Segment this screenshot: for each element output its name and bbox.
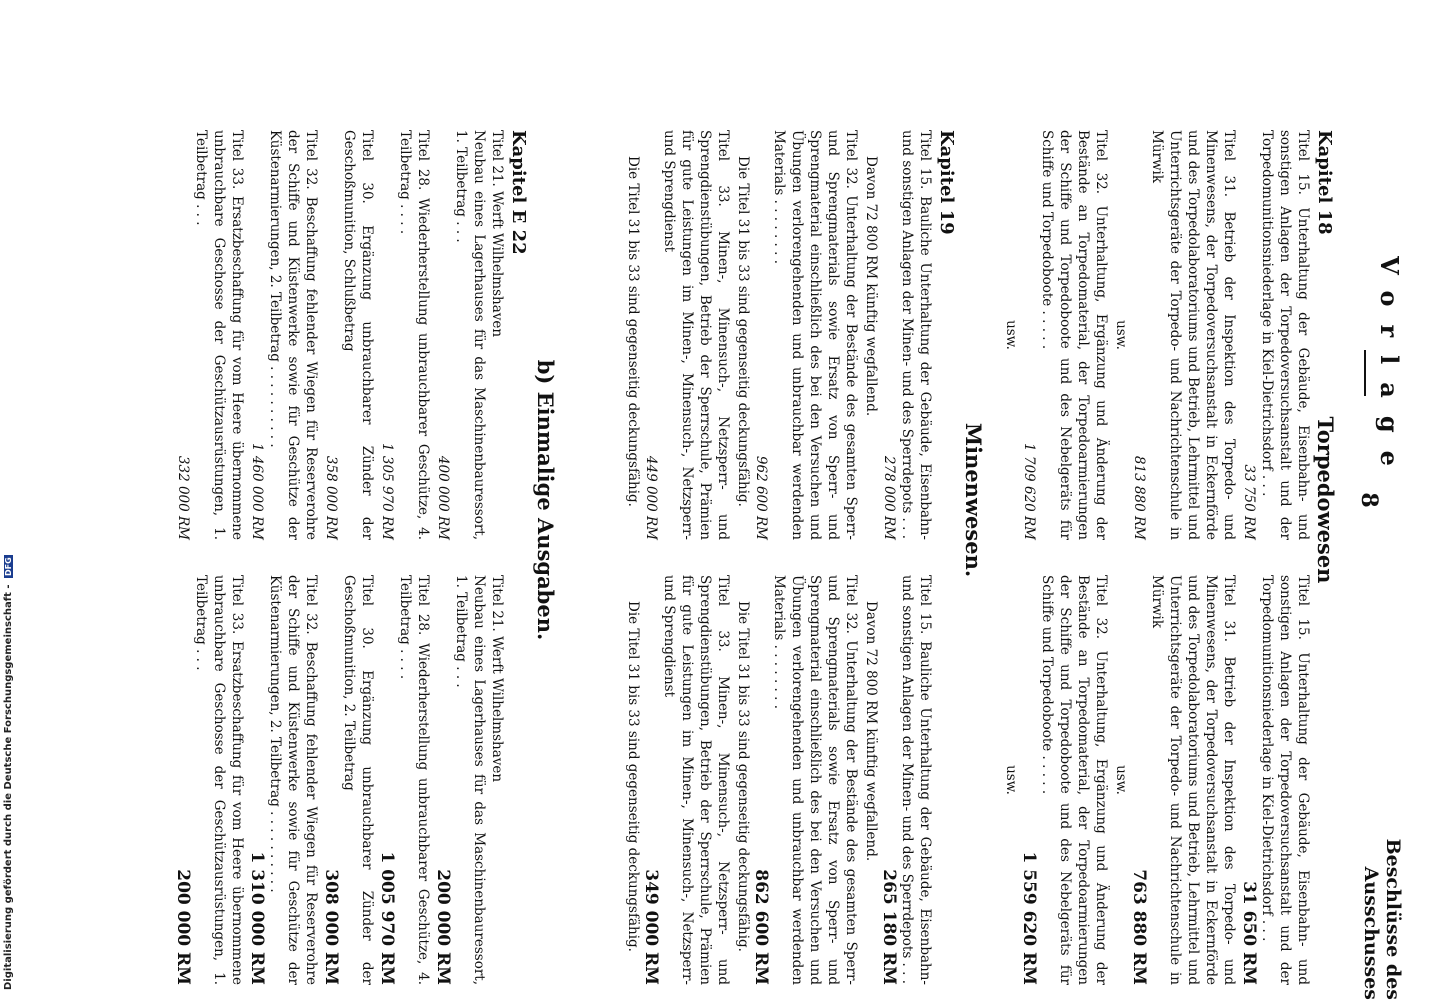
entry-amount: 400 000 RM [435,455,451,540]
entry-amount: 813 880 RM [1131,455,1147,540]
entry-text: Titel 30. Ergänzung unbrauchbarer Zünder der Geschoßmunition, Schlußbetrag [341,130,375,540]
entry-amount: 449 000 RM [643,455,659,540]
section-torpedowesen: Torpedowesen [1313,416,1338,584]
entry-titel-33-e22 [174,130,246,540]
entry-titel-21-e22 [434,575,506,985]
kapitel-19-block [624,130,956,540]
entry-note: Die Titel 31 bis 33 sind gegenseitig deckungsfähig. [735,601,751,952]
usw-label: usw. [1003,320,1019,350]
entry-text: Titel 33. Ersatzbeschaffung für vom Heere übernommene unbrauchbare Geschosse der Geschützausrüstungen, 1. Teilbetrag . . . [193,575,245,985]
entry-text: Titel 28. Wiederherstellung unbrauchbarer Geschütze, 4. Teilbetrag . . . . [397,130,431,540]
entry-amount: 763 880 RM [1129,869,1149,985]
entry-amount: 31 650 RM [1239,881,1259,985]
kapitel-18-block-beschluss [1002,575,1314,985]
entry-text: Titel 32. Unterhaltung, Ergänzung und Änderung der Bestände an Torpedomaterial, der Torpedoarmierungen der Schiffe und Torpedoboote und des Nebelgeräts für Schiffe und Torpedoboote . . . . . [1039,130,1109,540]
entry-amount: 862 600 RM [751,869,771,985]
entry-text: Titel 15. Unterhaltung der Gebäude, Eisenbahn- und sonstigen Anlagen der Torpedoversuchsanstalt und der Torpedomunitionsniederlage in Kiel-Dietrichsdorf . . . [1259,130,1311,540]
entry-text: Titel 32. Unterhaltung, Ergänzung und Änderung der Bestände an Torpedomaterial, der Torpedoarmierungen der Schiffe und Torpedoboote und des Nebelgeräts für Schiffe und Torpedoboote . . . . . [1039,575,1109,985]
kapitel-18-block [1002,130,1334,540]
entry-text: Titel 32. Beschaffung fehlender Wiegen für Reserverohre der Schiffe und Küstenwerke sowie für Geschütze der Küstenarmierungen, 2. Teilbetrag . . . . . . . . . . [267,575,319,985]
kapitel-e22-block [174,130,528,540]
entry-text: Titel 33. Minen-, Minensuch-, Netzsperr- und Sprengdienstübungen, Betrieb der Sperrschule, Prämien für gute Leistungen im Minen-, Minensuch-, Netzsperr- und Sprengdienst [661,130,731,540]
entry-amount: 358 000 RM [323,455,339,540]
entry-titel-15-k19 [862,575,934,985]
entry-amount: 1 709 620 RM [1021,443,1037,540]
entry-text: Titel 31. Betrieb der Inspektion des Torpedo- und Minenwesens, der Torpedoversuchsanstalt in Eckernförde und des Torpedolaboratoriums und Betrieb, Lehrmittel und Unterrichtsgeräte der Torpedo- und Nachrichtenschule in Mürwik [1149,130,1237,540]
entry-titel-28-e22 [378,575,432,985]
page-number: 8 [1356,492,1382,508]
entry-amount: 1 005 970 RM [377,851,397,985]
entry-text: Neubau eines Lagerhauses für das Maschinenbauressort, 1. Teilbetrag . . . [453,575,487,985]
kapitel-e22-block-beschluss [174,575,508,985]
entry-note: Die Titel 31 bis 33 sind gegenseitig deckungsfähig. [625,156,641,507]
entry-titel-32-k18 [1020,130,1110,540]
entry-titel-31-k18 [1130,130,1238,540]
entry-amount: 200 000 RM [173,869,193,985]
usw-label: usw. [1113,320,1129,350]
entry-titel-32-k18 [1020,575,1110,985]
entry-note: Die Titel 31 bis 33 sind gegenseitig deckungsfähig. [625,601,641,952]
entry-amount: 278 000 RM [881,455,897,540]
entry-amount: 349 000 RM [641,869,661,985]
entry-text: Titel 33. Ersatzbeschaffung für vom Heere übernommene unbrauchbare Geschosse der Geschützausrüstungen, 1. Teilbetrag . . . [193,130,245,540]
entry-text: Titel 33. Minen-, Minensuch-, Netzsperr- und Sprengdienstübungen, Betrieb der Sperrschule, Prämien für gute Leistungen im Minen-, Minensuch-, Netzsperr- und Sprengdienst [661,575,731,985]
entry-titel-21-e22 [434,130,506,540]
entry-amount: 1 310 000 RM [247,851,267,985]
entry-note: Davon 72 800 RM künftig wegfallend. [863,156,879,417]
entry-titel-30-e22 [322,130,376,540]
entry-titel-28-e22 [378,130,432,540]
entry-note: Die Titel 31 bis 33 sind gegenseitig deckungsfähig. [735,156,751,507]
entry-text: Titel 30. Ergänzung unbrauchbarer Zünder der Geschoßmunition, 2. Teilbetrag [341,575,375,985]
header-vorlage: Vorlage [1375,256,1404,484]
entry-titel-33-k19 [624,130,732,540]
entry-titel-32-k19 [734,130,860,540]
kapitel-19-block-beschluss [624,575,936,985]
entry-titel-31-k18 [1130,575,1238,985]
kapitel-18-heading: Kapitel 18 [1314,130,1335,235]
kapitel-19-heading: Kapitel 19 [936,130,957,235]
entry-titel-30-e22 [322,575,376,985]
entry-text: Titel 15. Bauliche Unterhaltung der Gebäude, Eisenbahn- und sonstigen Anlagen der Minen- und des Sperrdepots . . . [899,130,933,540]
header-beschluesse: Beschlüsse des Ausschusses [1360,838,1404,1000]
entry-amount: 33 750 RM [1241,464,1257,540]
entry-titel-32-e22 [248,575,320,985]
entry-amount: 200 000 RM [433,869,453,985]
entry-text: Neubau eines Lagerhauses für das Maschinenbauressort, 1. Teilbetrag . . . [453,130,487,540]
entry-titel-15-k19 [862,130,934,540]
dfg-logo: DFG [4,557,13,576]
entry-title: Titel 21. Werft Wilhelmshaven [489,130,505,338]
entry-text: Titel 32. Unterhaltung der Bestände des gesamten Sperr- und Sprengmaterials sowie Ersatz von Sperr- und Sprengmaterial einschließlich des bei den Versuchen und Übungen verlorengehenden und unbrauchbar werdenden Materials . . . . . . . . [771,130,859,540]
entry-amount: 962 600 RM [753,455,769,540]
entry-amount: 332 000 RM [175,455,191,540]
entry-titel-32-k19 [734,575,860,985]
entry-title: Titel 21. Werft Wilhelmshaven [489,575,505,783]
section-minenwesen: Minenwesen. [961,422,986,578]
entry-amount: 1 305 970 RM [379,443,395,540]
entry-text: Titel 32. Beschaffung fehlender Wiegen für Reserverohre der Schiffe und Küstenwerke sowie für Geschütze der Küstenarmierungen, 2. Teilbetrag . . . . . . . . . . [267,130,319,540]
kapitel-e22-heading: Kapitel E 22 [508,130,529,255]
entry-titel-33-e22 [174,575,246,985]
entry-text: Titel 32. Unterhaltung der Bestände des gesamten Sperr- und Sprengmaterials sowie Ersatz von Sperr- und Sprengmaterial einschließlich des bei den Versuchen und Übungen verlorengehenden und unbrauchbar werdenden Materials . . . . . . . . [771,575,859,985]
entry-titel-15-k18 [1240,130,1312,540]
entry-titel-32-e22 [248,130,320,540]
usw-label: usw. [1003,765,1019,795]
column-vorlage [0,130,1434,540]
entry-amount: 265 180 RM [879,869,899,985]
entry-note: Davon 72 800 RM künftig wegfallend. [863,601,879,862]
entry-titel-33-k19 [624,575,732,985]
footer-credit-text: Digitalisierung gefördert durch die Deutsche Forschungsgemeinschaft - [3,584,14,990]
section-einmalige-ausgaben: b) Einmalige Ausgaben. [533,359,558,641]
usw-label: usw. [1113,765,1129,795]
entry-amount: 308 000 RM [321,869,341,985]
entry-titel-15-k18 [1240,575,1312,985]
entry-text: Titel 15. Unterhaltung der Gebäude, Eisenbahn- und sonstigen Anlagen der Torpedoversuchsanstalt und der Torpedomunitionsniederlage in Kiel-Dietrichsdorf . . . [1259,575,1311,985]
entry-amount: 1 460 000 RM [249,443,265,540]
entry-text: Titel 15. Bauliche Unterhaltung der Gebäude, Eisenbahn- und sonstigen Anlagen der Minen- und des Sperrdepots . . . [899,575,933,985]
entry-amount: 1 559 620 RM [1019,851,1039,985]
entry-text: Titel 31. Betrieb der Inspektion des Torpedo- und Minenwesens, der Torpedoversuchsanstalt in Eckernförde und des Torpedolaboratoriums und Betrieb, Lehrmittel und Unterrichtsgeräte der Torpedo- und Nachrichtenschule in Mürwik [1149,575,1237,985]
column-beschluesse [0,575,1434,985]
entry-text: Titel 28. Wiederherstellung unbrauchbarer Geschütze, 4. Teilbetrag . . . . [397,575,431,985]
